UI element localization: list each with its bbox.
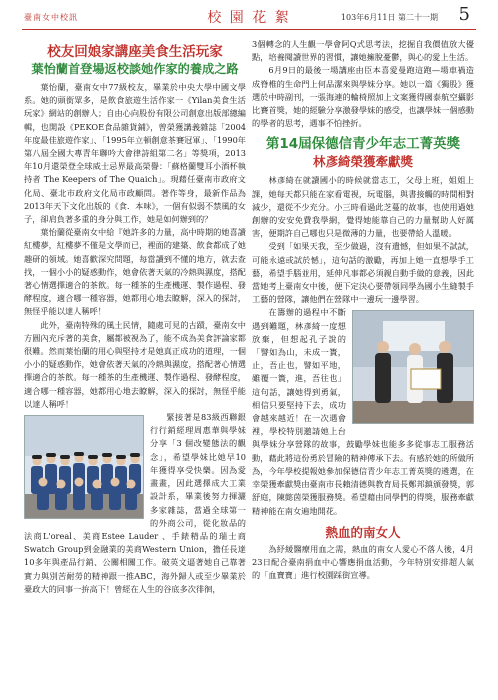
masthead-divider [22,29,476,30]
page-number: 5 [458,4,470,25]
masthead-issue-date: 103年6月11日 第二十一期 [340,13,438,22]
left-column [24,38,246,596]
right-column [252,38,474,582]
article2-paragraph: 受到「如果天我，至少做過，沒有遺憾，但如果不試試，可能永遠或試於憾」，這句話的激勵，再加上她一直想學手工藝，希望手腦並用，延伸凡事都必須親自動手做的意義，因此當她考上臺南女中後，便下定決心要帶領同學為國小生縫製手工藝的營隊，讓他們在營隊中一邊玩一邊學習。 [252,241,474,305]
article1-title: 校友回娘家講座美食生活玩家 [47,44,223,60]
masthead-section-title: 校 園 花 絮 [207,10,291,26]
group-photo-image [25,416,144,519]
masthead-school-name: 臺南女中校訊 [24,13,78,22]
article3-title: 熱血的南女人 [325,524,401,540]
article1-subtitle: 葉怡蘭首登場返校談她作家的養成之路 [31,62,239,76]
article1-paragraph: 緊接著是83級西聯銀行行銷經理周惠華與學妹分享「3 個改變態法的觀念」，希望學妹比她早10 年獲得享受快樂。因為愛畫畫，因此選擇成大工業設計系，畢業後努力揮灑多家雜誌，當過全球第一的外商公司，從化妝品的法商L'oreal、美商Estee Lauder 、手錶精品的瑞士商Swatch Group到金融業的美商Western Union，擔任長達10多年與產品行銷、公關相關工作。破英文逼著她自己靠著實力與別苦耐勞的精神跟一推ABC，海外歸人或至少畢業於臺政大的同事一拚高下！曾經在人生的谷底多次徘徊， [24,412,246,594]
group-photo [24,415,144,519]
article1-paragraph: 此外，臺南特殊的風土民情，隨處可見的古蹟，臺南女中方圓內充斥著的美食，屬都被視為了，能不成為美食評論家都很難。然而葉怡蘭的用心與堅持才是她真正成功的道理，一個小小的疑惑動作，她會依著天氣的冷熱與濕度，搭配著心情選擇適合的茶飲。每一種茶的生產機運、製作過程、發酵程度，適合哪一種容器，她都用心地去瞭解，深入的探討，無怪乎能以達人稱呼！ [24,319,246,409]
award-photo-image [353,311,474,424]
article2-paragraph: 林彥綺在就讀國小的時候就當志工，父母上班，姐姐上課，她每天都只能在家看電視，玩電腦，與書接觸的時間相對減少，還從不少充分。小三時看過此芝蔓的故事，也使用過她創辦的安安免費我學網，覺得她能靠自己的力量幫助人好厲害，便期許自己哪也只是微薄的力量，也要帶給人溫暖。 [252,175,474,239]
article2-subtitle: 林彥綺榮獲牽獻獎 [312,154,413,170]
article2-title: 第14屆保德信青少年志工菁英獎 [265,136,461,153]
article1-paragraph: 葉怡蘭，臺南女中77級校友，畢業於中央大學中國文學系。她的頭銜眾多，是飲食旅遊生活作家一《Yilan美食生活玩家》網站的創辦人；自由心向股份有限公司創意出版部總編輯，也開設《PEKOE食品雜貨鋪》，曾榮獲講義雜誌「2004年度最佳旅遊作家」、「1995年立頓創意茶賽冠軍」、「1990年第八屆全國大專青年聯吟大會律詩組第二名」等獎項，2013年10月還榮登全球威士忌界最高榮譽：「蘇格蘭雙耳小酒杯執持者 The Keepers of The Quaich」。現藉任臺南市政府文化局、臺北市政府文化局市政顧問。著作等身，最新作品為2013年天下文化出版的《食．本味》，一個有似弱不禁風的女子，卻肩負著多重的身分與工作，她是如何辦到的？ [24,82,246,225]
article2-paragraph: 在籌辦的過程中不斷遇到難題，林彥綺一度想放棄，但想起孔子說的「譬如為山，未成一簣，止，吾止也，譬如平地，雖覆一簣，進，吾往也」這句話，讓她得到勇氣，相信只要堅持下去，成功會越來越近！在一次遇會裡，學校特別邀請她上台與學妹分享營隊的故事，鼓勵學妹也能多多從事志工服務活動，藉此將這份勇於冒險的精神傳承下去。有感於她的所做所為，今年學校提報她參加保德信青少年志工菁英獎的遴選，在幸榮獲牽獻獎由臺南市長賴清德與教育局長鄭邦鎮頒發獎，郭舒庭，陳懿茵榮獲服務獎。希望藉由同學們的得獎，服務牽獻精神能在南女遍地開花。 [252,307,474,516]
article1-continued-paragraph: 3個轉念的人生觀一學會阿Q式思考法，挖掘自我價值放大優點，培養閱讀世界的習慣，讓她擁脫憂鬱，與心的愛上生活。 [252,39,474,63]
award-photo [352,310,474,424]
article1-continued-paragraph: 6月9日的最後一場講座由臣本喜愛曼跑這跑—場車禍造成脊椎的生命門上何品潔來與學妹分享。她以一篇《獨股》獲選於中時副刊，一張海連的輪椅照加上文案獲得國泰航空攝影比賽首獎，她的經驗分享激發學妹的感受，也讓學妹一個感動的學者的思考，遇事不怕挫折。 [252,65,474,129]
masthead [0,0,498,32]
article3-paragraph: 為紓緩醫療用血之需，熱血的南女人愛心不落人後，4月23日配合臺南捐血中心響應捐血活動，今年特別安排超人氣的「血寶寶」進行校園踩街宣導。 [252,543,474,581]
article1-paragraph: 葉怡蘭從臺南女中給『她許多的力量，高中時期的她喜讀紅樓夢，紅樓夢不僅是文學而已，裡面的建築、飲食都成了她趣研的領域。她喜歡深究問題，每當讀到不懂的地方，就去查找，一個小小的疑惑動作，她會依著天氣的冷熱與濕度，搭配著心情選擇適合的茶飲。每一種茶的生產機運、製作過程、發酵程度，適合哪一種容器，她都用心地去瞭解，深入的探討，無怪乎能以達人稱呼！ [24,227,246,317]
